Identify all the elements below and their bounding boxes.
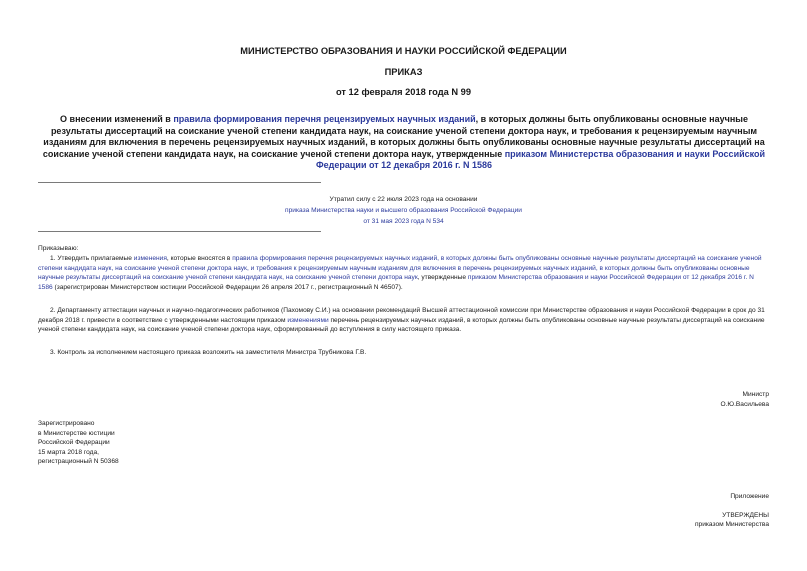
orders-intro: Приказываю: [38,245,79,252]
appendix-approved: УТВЕРЖДЕНЫ [722,511,769,519]
lost-force-link-order[interactable]: приказа Министерства науки и высшего образования Российской Федерации [285,207,522,214]
p2-text-b: перечень рецензируемых научных изданий, в которых должны быть опубликованы основные научные результаты диссертаций на соискание ученой степени кандидата наук, на соискание ученой степени доктора наук, сформированный до вступления в силу настоящего приказа. [38,316,765,334]
signature-name: О.Ю.Васильева [720,400,769,408]
divider-bottom [38,231,321,232]
lost-force-line-1: Утратил силу с 22 июля 2023 года на основании [329,196,478,203]
registration-line-4: 15 марта 2018 года, [38,448,99,456]
signature-block [720,390,769,409]
registration-line-5: регистрационный N 50368 [38,458,119,466]
order-date-number: от 12 февраля 2018 года N 99 [335,87,472,97]
registration-line-3: Российской Федерации [38,439,110,447]
paragraph-1 [38,254,770,292]
signature-position: Министр [742,391,769,398]
lost-force-note [0,194,807,227]
appendix-block [695,492,769,530]
title-link-rules[interactable]: правила формирования перечня рецензируемых научных изданий [173,114,476,124]
lost-force-link-date[interactable]: от 31 мая 2023 года N 534 [363,218,444,225]
title-rest: , в которых должны быть опубликованы основные научные результаты диссертаций на соискание ученой степени кандидата наук, на соискание ученой степени доктора наук, и требования к рецензируемым научным изданиям для включения в перечень рецензируемых научных изданий, в которых должны быть опубликованы основные научные результаты диссертаций на соискание ученой степени кандидата наук, на соискание ученой степени доктора наук, утвержденные [42,114,765,159]
paragraph-2 [38,306,770,335]
document-title [36,114,772,172]
registration-line-1: Зарегистрировано [38,420,95,427]
registration-block [38,419,119,467]
registration-line-2: в Министерстве юстиции [38,429,115,437]
appendix-by-order: приказом Министерства [694,521,769,529]
p1-text-d: (зарегистрирован Министерством юстиции Российской Федерации 26 апреля 2017 г., регистрационный N 46507). [52,283,403,291]
order-heading: ПРИКАЗ [384,67,423,77]
divider-top [38,182,321,183]
title-prefix: О внесении изменений в [60,114,174,124]
p1-link-order-1586[interactable]: приказом Министерства образования и науки Российской Федерации от 12 декабря 2016 г. N 1586 [38,274,754,291]
p2-link-changes[interactable]: изменениями [287,316,329,324]
p1-text-b: , которые вносятся в [166,255,233,262]
title-link-order-1586[interactable]: приказом Министерства образования и науки Российской Федерации от 12 декабря 2016 г. N 1586 [315,148,766,171]
p1-link-rules[interactable]: правила формирования перечня рецензируемых научных изданий, в которых должны быть опубликованы основные научные результаты диссертаций на соискание ученой степени кандидата наук, на соискание ученой степени доктора наук, и требования к рецензируемым научным изданиям для включения в перечень рецензируемых научных изданий, в которых должны быть опубликованы основные научные результаты диссертаций на соискание ученой степени кандидата наук, на соискание ученой степени доктора наук [38,255,762,282]
p2-text-a: 2. Департаменту аттестации научных и научно-педагогических работников (Пахомову С.И.) на основании рекомендаций Высшей аттестационной комиссии при Министерстве образования и науки Российской Федерации в срок до 31 декабря 2018 г. привести в соответствие с утвержденными настоящим приказом [38,307,765,324]
p1-link-changes[interactable]: изменения [133,255,167,262]
paragraph-3: 3. Контроль за исполнением настоящего приказа возложить на заместителя Министра Трубникова Г.В. [50,349,367,356]
appendix-label: Приложение [730,493,769,500]
p1-text-c: , утвержденные [417,274,468,282]
ministry-heading: МИНИСТЕРСТВО ОБРАЗОВАНИЯ И НАУКИ РОССИЙСКОЙ ФЕДЕРАЦИИ [240,46,567,56]
p1-text-a: 1. Утвердить прилагаемые [50,255,134,262]
